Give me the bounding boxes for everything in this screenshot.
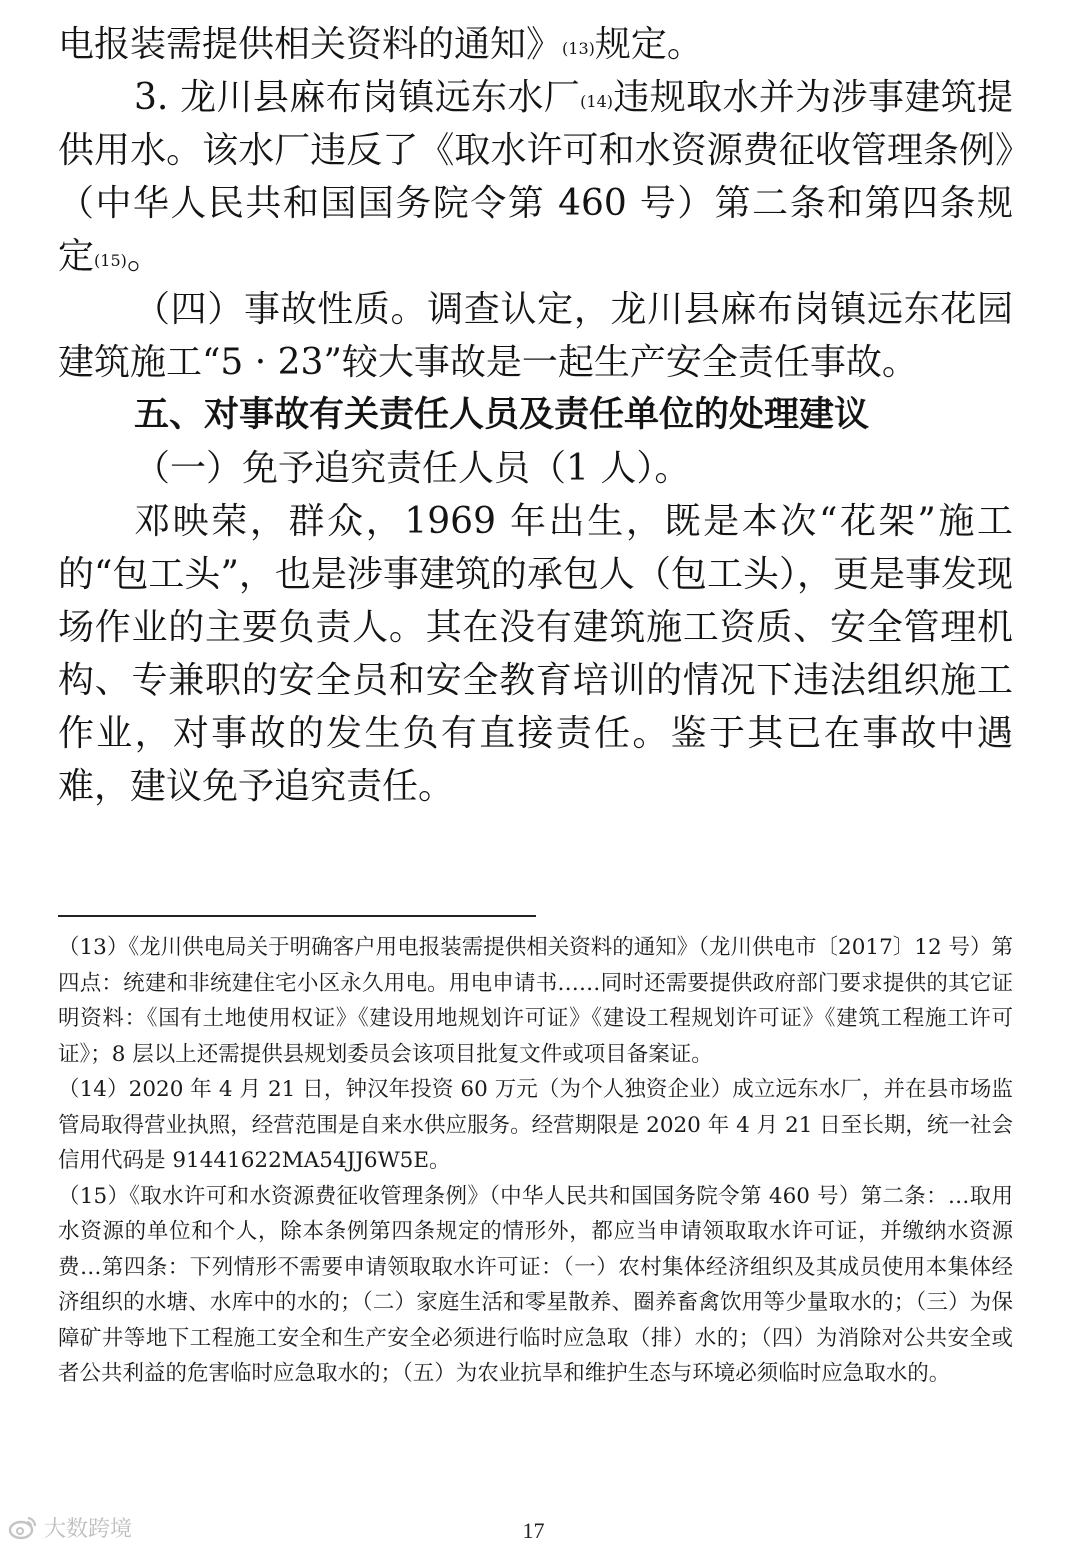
footnote-13: （13）《龙川供电局关于明确客户用电报装需提供相关资料的通知》（龙川供电市〔2017〕12 号）第四点：统建和非统建住宅小区永久用电。用电申请书……同时还需要提供政府部门要求提供的其它证明资料：《国有土地使用权证》《建设用地规划许可证》《建设工程规划许可证》《建筑工程施工许可证》；8 层以上还需提供县规划委员会该项目批复文件或项目备案证。 [58, 935, 1013, 1067]
footnote-ref-13[interactable]: (13) [562, 39, 595, 58]
paragraph-accident-nature: （四）事故性质。调查认定，龙川县麻布岗镇远东花园建筑施工“5 · 23”较大事故是一起生产安全责任事故。 [58, 289, 1013, 383]
paragraph-continuation: 电报装需提供相关资料的通知》$^{(13)}$规定。 [58, 24, 703, 65]
paragraph-exempt-persons: （一）免予追究责任人员（1 人）。 [134, 448, 691, 489]
footnote-divider [58, 915, 536, 917]
footnote-ref-15[interactable]: (15) [94, 251, 127, 270]
footnotes [58, 930, 1013, 1392]
watermark-text: 大数跨境 [44, 1517, 133, 1542]
page-number: 17 [522, 1518, 545, 1543]
main-body [58, 18, 1013, 813]
paragraph-water-plant: 3. 龙川县麻布岗镇远东水厂$^{(14)}$违规取水并为涉事建筑提供用水。该水厂违反了《取水许可和水资源费征收管理条例》（中华人民共和国国务院令第 460 号）第二条和第四条规定$^{(15)}$。 [58, 77, 1013, 277]
footnote-14: （14）2020 年 4 月 21 日，钟汉年投资 60 万元（为个人独资企业）成立远东水厂，并在县市场监管局取得营业执照，经营范围是自来水供应服务。经营期限是 2020 年 4 月 21 日至长期，统一社会信用代码是 91441622MA54JJ6W5E。 [58, 1077, 1013, 1173]
paragraph-deng-yingrong: 邓映荣，群众，1969 年出生，既是本次“花架”施工的“包工头”，也是涉事建筑的承包人（包工头），更是事发现场作业的主要负责人。其在没有建筑施工资质、安全管理机构、专兼职的安全员和安全教育培训的情况下违法组织施工作业，对事故的发生负有直接责任。鉴于其已在事故中遇难，建议免予追究责任。 [58, 501, 1013, 807]
footnote-15: （15）《取水许可和水资源费征收管理条例》（中华人民共和国国务院令第 460 号）第二条：…取用水资源的单位和个人，除本条例第四条规定的情形外，都应当申请领取取水许可证，并缴纳水资源费…第四条：下列情形不需要申请领取取水许可证：（一）农村集体经济组织及其成员使用本集体经济组织的水塘、水库中的水的；（二）家庭生活和零星散养、圈养畜禽饮用等少量取水的；（三）为保障矿井等地下工程施工安全和生产安全必须进行临时应急取（排）水的；（四）为消除对公共安全或者公共利益的危害临时应急取水的；（五）为农业抗旱和维护生态与环境必须临时应急取水的。 [58, 1183, 1013, 1386]
footnote-ref-14[interactable]: (14) [580, 92, 613, 111]
section-heading-five: 五、对事故有关责任人员及责任单位的处理建议 [134, 395, 870, 435]
